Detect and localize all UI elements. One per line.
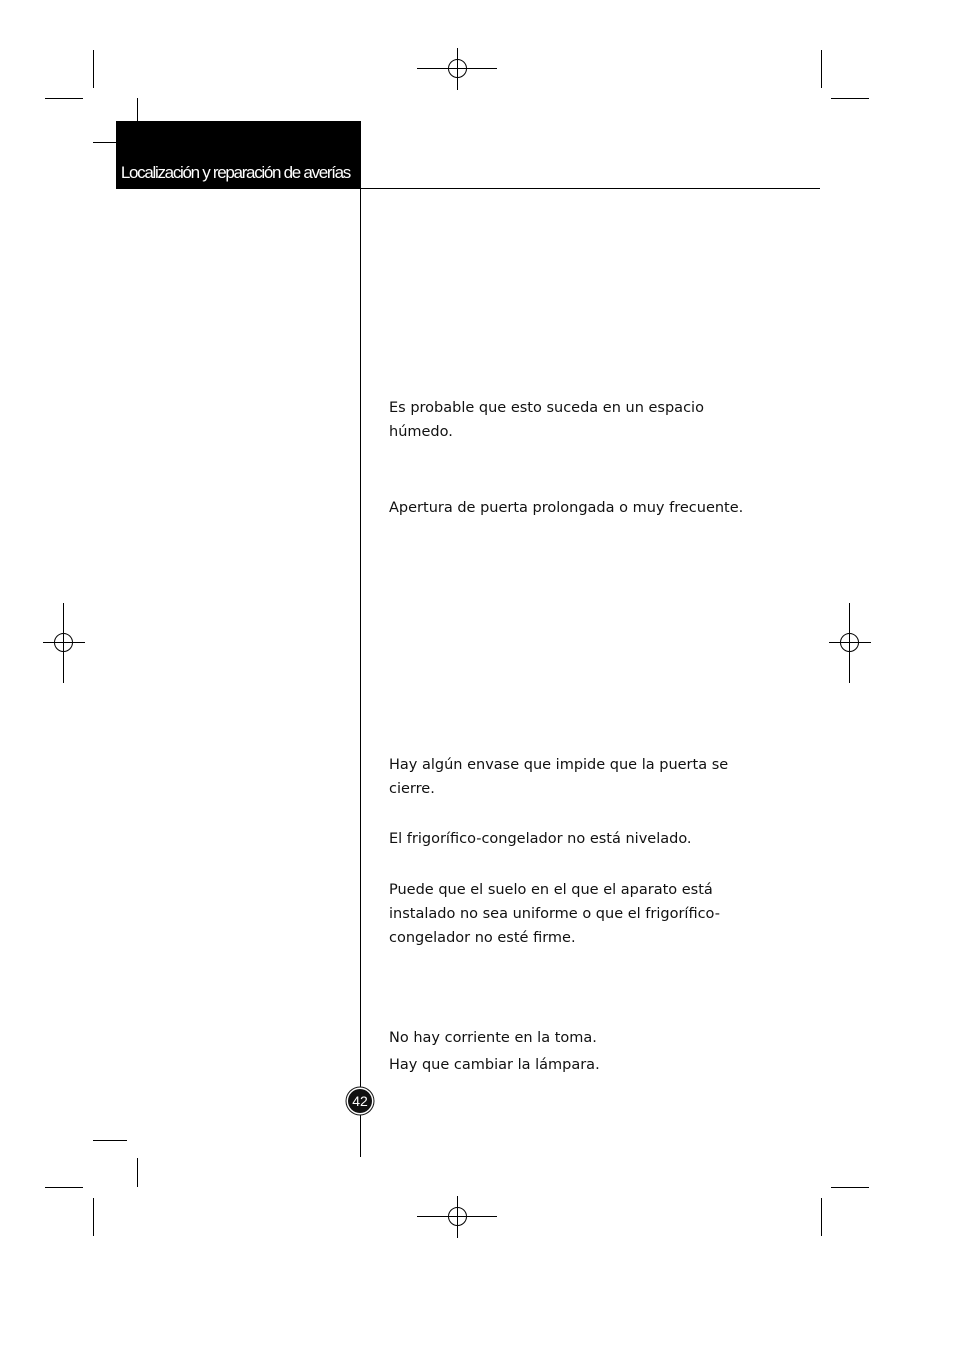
registration-mark-icon — [829, 603, 871, 683]
registration-mark-icon — [417, 1196, 497, 1238]
crop-mark — [93, 1198, 94, 1236]
paragraph: El frigorífico-congelador no está nivelado. — [389, 831, 692, 847]
crop-mark — [137, 1158, 138, 1187]
section-title: Localización y reparación de averías — [120, 163, 350, 182]
paragraph: Es probable que esto suceda en un espacio húmedo. — [389, 400, 704, 440]
crop-mark — [137, 98, 138, 121]
paragraph: No hay corriente en la toma. — [389, 1030, 597, 1046]
paragraph: Hay que cambiar la lámpara. — [389, 1057, 600, 1073]
paragraph: Puede que el suelo en el que el aparato está instalado no sea uniforme o que el frigorífico-congelador no esté firme. — [389, 882, 720, 946]
crop-mark — [831, 1187, 869, 1188]
registration-mark-icon — [43, 603, 85, 683]
crop-mark — [45, 98, 83, 99]
registration-mark-icon — [417, 48, 497, 90]
crop-mark — [93, 1140, 127, 1141]
header-rule — [116, 188, 820, 189]
section-header — [116, 121, 361, 189]
crop-mark — [45, 1187, 83, 1188]
paragraph: Hay algún envase que impide que la puerta se cierre. — [389, 757, 729, 797]
paragraph: Apertura de puerta prolongada o muy frecuente. — [389, 500, 744, 516]
page-number: 42 — [348, 1089, 372, 1113]
column-divider — [360, 189, 361, 1157]
crop-mark — [821, 1198, 822, 1236]
crop-mark — [821, 50, 822, 88]
crop-mark — [93, 50, 94, 88]
crop-mark — [93, 142, 116, 143]
crop-mark — [831, 98, 869, 99]
